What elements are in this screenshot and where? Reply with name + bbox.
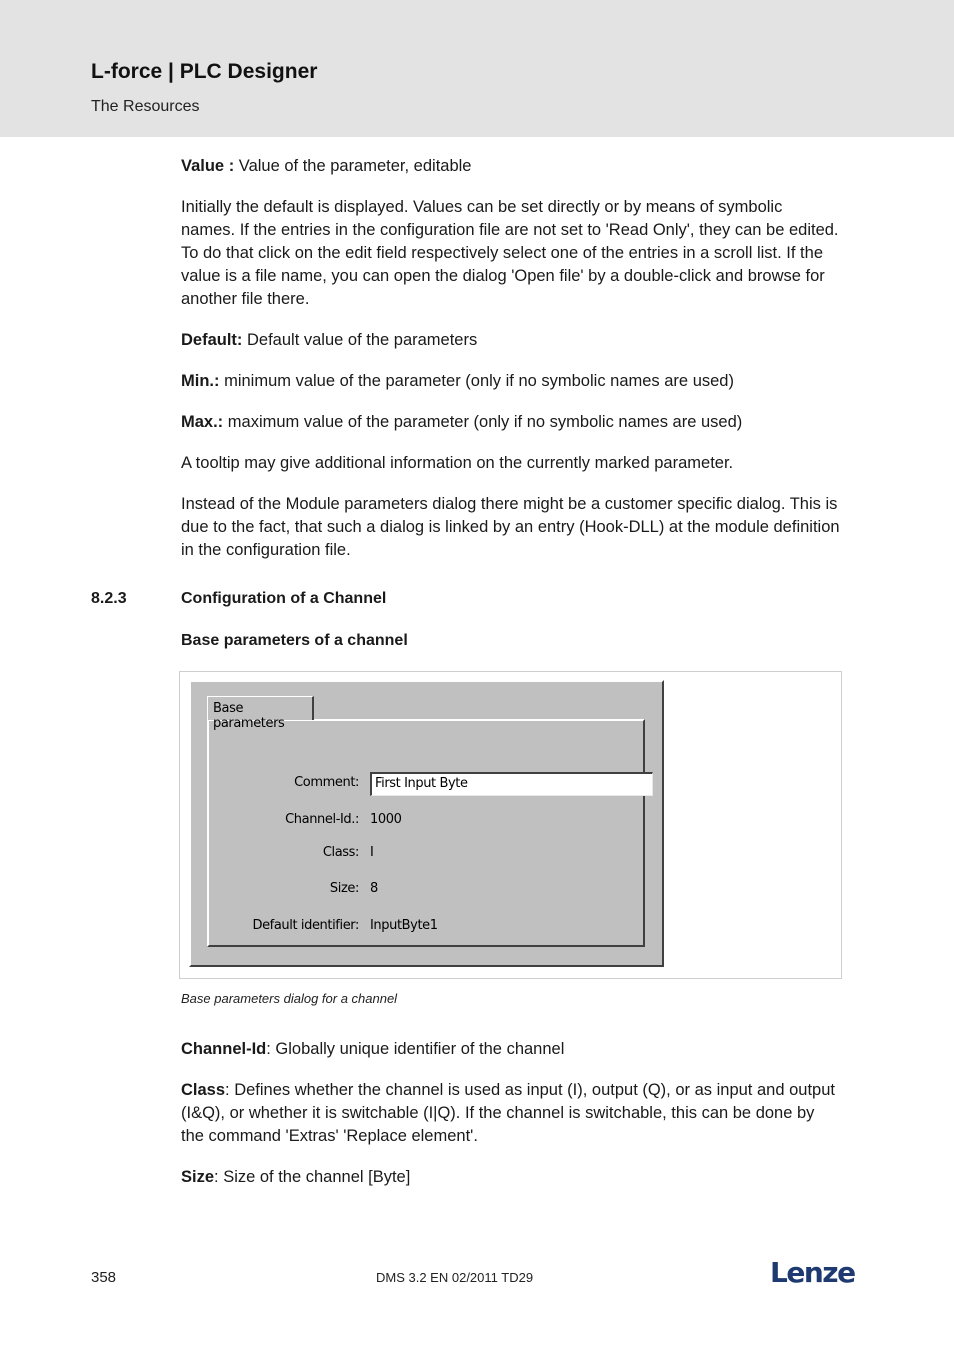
section-title: Configuration of a Channel: [181, 590, 387, 607]
default-term: Default:: [181, 331, 243, 349]
base-parameters-dialog: [189, 680, 664, 967]
default-definition: Default value of the parameters: [242, 331, 478, 349]
class-term: Class: [181, 1081, 226, 1099]
subsection-title: Base parameters of a channel: [181, 632, 408, 649]
figure-caption: Base parameters dialog for a channel: [181, 991, 398, 1006]
section-number: 8.2.3: [91, 590, 127, 607]
page-number: 358: [91, 1269, 117, 1286]
initially-paragraph: Initially the default is displayed. Values can be set directly or by means of symbolic names. If the entries in the configuration file are not set to 'Read Only', they can be edited. To do that click on the edit field respectively select one of the entries in a scroll list. If the value is a file name, you can open the dialog 'Open file' by a double-click and browse for another file there.: [181, 198, 839, 308]
comment-label: Comment:: [294, 775, 359, 790]
size-value: 8: [370, 881, 378, 896]
channel-id-definition: : Globally unique identifier of the channel: [266, 1040, 565, 1058]
max-term: Max.:: [181, 413, 224, 431]
page-header: [0, 0, 954, 137]
instead-paragraph: Instead of the Module parameters dialog there might be a customer specific dialog. This is due to the fact, that such a dialog is linked by an entry (Hook-DLL) at the module definition in the configuration file.: [181, 495, 840, 559]
chapter-subtitle: The Resources: [91, 98, 200, 115]
min-paragraph: [181, 370, 841, 393]
default-identifier-value: InputByte1: [370, 918, 438, 933]
size-paragraph: [181, 1166, 841, 1189]
channel-id-paragraph: [181, 1038, 841, 1061]
size-term: Size: [181, 1168, 215, 1186]
size-definition: : Size of the channel [Byte]: [214, 1168, 411, 1186]
class-definition: : Defines whether the channel is used as input (I), output (Q), or as input and output (I&Q), or whether it is switchable (I|Q). If the channel is switchable, this can be done by the command 'Extras' 'Replace element'.: [181, 1081, 835, 1145]
channel-id-value: 1000: [370, 812, 402, 827]
max-definition: maximum value of the parameter (only if no symbolic names are used): [223, 413, 743, 431]
min-definition: minimum value of the parameter (only if no symbolic names are used): [219, 372, 734, 390]
tooltip-paragraph: A tooltip may give additional information on the currently marked parameter.: [181, 454, 734, 472]
base-parameters-panel: [207, 719, 645, 947]
value-term: Value :: [181, 157, 235, 175]
class-paragraph: [181, 1079, 841, 1148]
comment-input[interactable]: First Input Byte: [370, 772, 653, 796]
default-paragraph: [181, 329, 841, 352]
size-label: Size:: [329, 881, 359, 896]
channel-id-label: Channel-Id.:: [285, 812, 359, 827]
default-identifier-label: Default identifier:: [252, 918, 359, 933]
min-term: Min.:: [181, 372, 220, 390]
document-id: DMS 3.2 EN 02/2011 TD29: [376, 1270, 534, 1285]
class-value: I: [370, 845, 374, 860]
value-definition: Value of the parameter, editable: [234, 157, 472, 175]
class-label: Class:: [322, 845, 359, 860]
tab-base-parameters[interactable]: Base parameters: [207, 696, 314, 720]
lenze-logo: Lenze: [770, 1256, 855, 1289]
max-paragraph: [181, 411, 841, 434]
document-title: L-force | PLC Designer: [91, 60, 318, 83]
channel-id-term: Channel-Id: [181, 1040, 267, 1058]
value-paragraph: [181, 155, 841, 178]
